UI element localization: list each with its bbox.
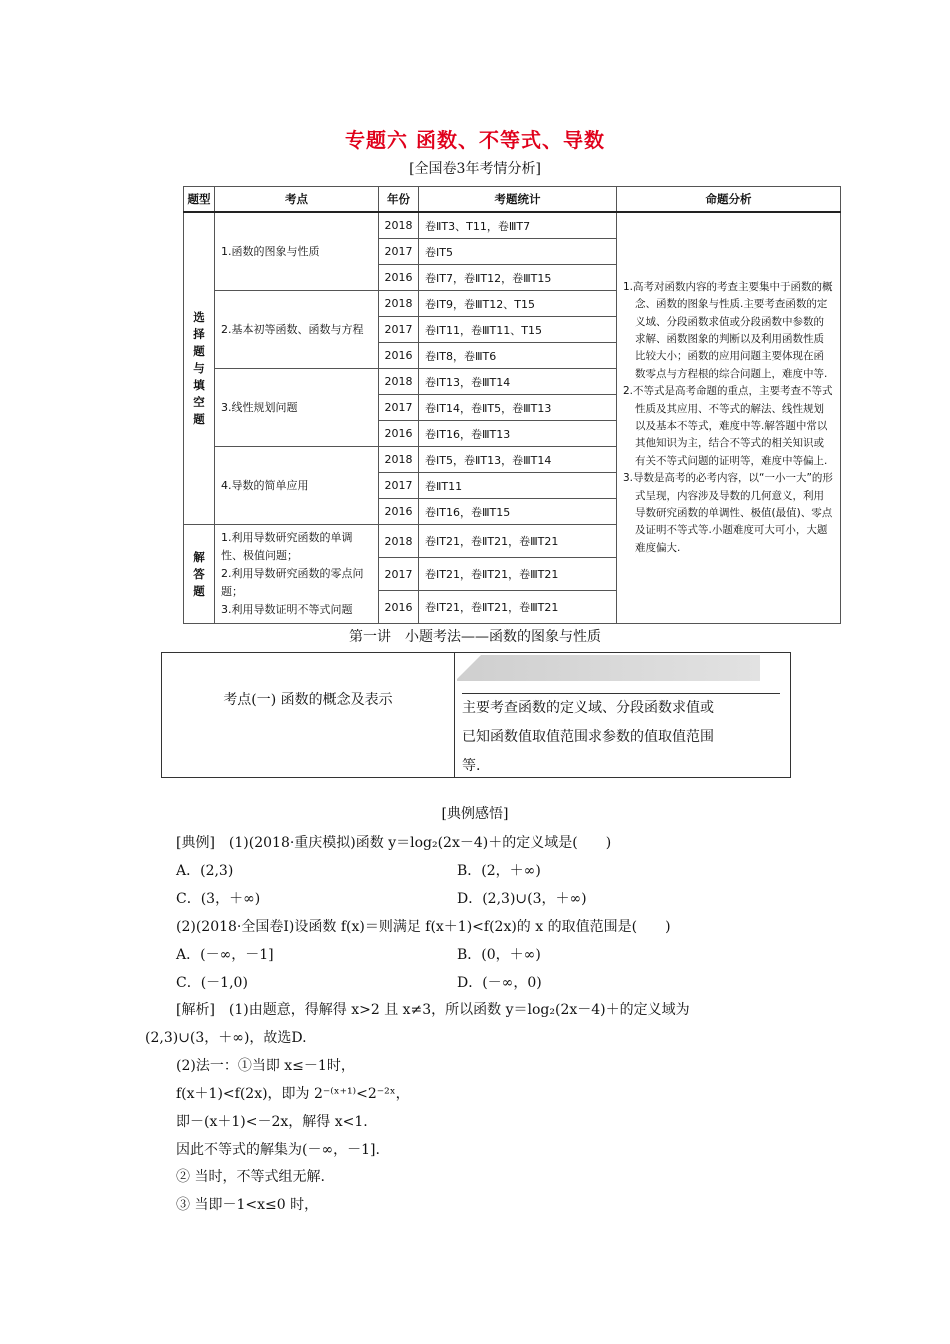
exam-analysis-table bbox=[183, 186, 841, 624]
stat-cell: 卷ⅡT3、T11，卷ⅢT7 bbox=[419, 212, 617, 239]
year-cell: 2017 bbox=[379, 239, 419, 265]
page-title: 专题六 函数、不等式、导数 bbox=[345, 128, 605, 152]
kp5-line-2: 2.利用导数研究函数的零点问题； bbox=[221, 567, 364, 598]
kp-linear-programming: 3.线性规划问题 bbox=[215, 369, 379, 447]
lecture-title: 第一讲 小题考法——函数的图象与性质 bbox=[349, 629, 601, 645]
year-cell: 2016 bbox=[379, 265, 419, 291]
stat-cell: 卷ⅠT9，卷ⅢT12、T15 bbox=[419, 291, 617, 317]
analysis-item-3: 3.导数是高考的必考内容，以“一小一大”的形式呈现，内容涉及导数的几何意义，利用导数研究函数的单调性、极值(最值)、零点及证明不等式等.小题难度可大可小，大题难度偏大. bbox=[623, 472, 833, 554]
year-cell: 2018 bbox=[379, 369, 419, 395]
example-1: [典例] (1)(2018·重庆模拟)函数 y＝log₂(2x－4)＋的定义域是( ) bbox=[176, 835, 612, 851]
year-cell: 2016 bbox=[379, 421, 419, 447]
kp-function-graph: 1.函数的图象与性质 bbox=[215, 212, 379, 291]
solution-line-4: f(x＋1)<f(2x)，即为 2⁻⁽ˣ⁺¹⁾<2⁻²ˣ， bbox=[176, 1086, 410, 1102]
kp-derivative: 4.导数的简单应用 bbox=[215, 447, 379, 525]
year-cell: 2016 bbox=[379, 343, 419, 369]
solution-line-3: (2)法一：①当即 x≤－1时， bbox=[176, 1058, 355, 1074]
year-cell: 2017 bbox=[379, 395, 419, 421]
kp-basic-functions: 2.基本初等函数、函数与方程 bbox=[215, 291, 379, 369]
stat-cell: 卷ⅠT21，卷ⅡT21，卷ⅢT21 bbox=[419, 525, 617, 558]
stat-cell: 卷ⅠT14，卷ⅡT5，卷ⅢT13 bbox=[419, 395, 617, 421]
stat-cell: 卷ⅠT21，卷ⅡT21，卷ⅢT21 bbox=[419, 558, 617, 591]
solution-line-7: ② 当时，不等式组无解. bbox=[176, 1169, 325, 1185]
option-d1: D．(2,3)∪(3，＋∞) bbox=[457, 891, 587, 907]
option-c1: C．(3，＋∞) bbox=[176, 891, 261, 907]
year-cell: 2018 bbox=[379, 447, 419, 473]
year-cell: 2017 bbox=[379, 317, 419, 343]
exam-point-box bbox=[161, 652, 791, 778]
stat-cell: 卷ⅠT5，卷ⅡT13，卷ⅢT14 bbox=[419, 447, 617, 473]
header-point: 考点 bbox=[215, 187, 379, 213]
stat-cell: 卷ⅠT21，卷ⅡT21，卷ⅢT21 bbox=[419, 591, 617, 624]
solution-line-6: 因此不等式的解集为(－∞，－1]. bbox=[176, 1142, 380, 1158]
option-a2: A．(－∞，－1] bbox=[176, 947, 274, 963]
section-choice-fill: 选择题与填空题 bbox=[184, 212, 215, 525]
stat-cell: 卷ⅠT5 bbox=[419, 239, 617, 265]
gray-header-band bbox=[457, 655, 760, 681]
stat-cell: 卷ⅠT16，卷ⅢT15 bbox=[419, 499, 617, 525]
description-text bbox=[462, 693, 780, 781]
option-b1: B．(2，＋∞) bbox=[457, 863, 541, 879]
stat-cell: 卷ⅠT7，卷ⅡT12，卷ⅢT15 bbox=[419, 265, 617, 291]
solution-line-2: (2,3)∪(3，＋∞)，故选D. bbox=[145, 1030, 307, 1046]
year-cell: 2018 bbox=[379, 525, 419, 558]
analysis-cell bbox=[617, 212, 841, 624]
year-cell: 2018 bbox=[379, 291, 419, 317]
stat-cell: 卷ⅠT16，卷ⅢT13 bbox=[419, 421, 617, 447]
band-notch bbox=[455, 655, 481, 681]
stat-cell: 卷ⅠT11，卷ⅢT11、T15 bbox=[419, 317, 617, 343]
exam-point-description bbox=[455, 653, 791, 778]
option-a1: A．(2,3) bbox=[176, 863, 234, 879]
section-solution: 解答题 bbox=[184, 525, 215, 624]
analysis-item-2: 2.不等式是高考命题的重点，主要考查不等式性质及其应用、不等式的解法、线性规划以及基本不等式，难度中等.解答题中常以其他知识为主，结合不等式的相关知识或有关不等式问题的证明等，难度中等偏上. bbox=[623, 385, 833, 467]
header-analysis: 命题分析 bbox=[617, 187, 841, 213]
stat-cell: 卷ⅠT13，卷ⅢT14 bbox=[419, 369, 617, 395]
stat-cell: 卷ⅡT11 bbox=[419, 473, 617, 499]
kp-derivative-application bbox=[215, 525, 379, 624]
description-line-3: 等. bbox=[462, 758, 481, 774]
description-line-2: 已知函数值取值范围求参数的值取值范围 bbox=[462, 729, 714, 745]
year-cell: 2016 bbox=[379, 499, 419, 525]
example-2: (2)(2018·全国卷Ⅰ)设函数 f(x)＝则满足 f(x＋1)<f(2x)的 x 的取值范围是( ) bbox=[176, 919, 671, 935]
option-b2: B．(0，＋∞) bbox=[457, 947, 541, 963]
option-c2: C．(－1,0) bbox=[176, 975, 248, 991]
solution-line-1: [解析] (1)由题意，得解得 x>2 且 x≠3，所以函数 y＝log₂(2x－4)＋的定义域为 bbox=[176, 1002, 690, 1018]
section-heading: [典例感悟] bbox=[441, 806, 509, 822]
page-subtitle: [全国卷3年考情分析] bbox=[409, 161, 541, 177]
solution-line-5: 即－(x＋1)<－2x，解得 x<1. bbox=[176, 1114, 368, 1130]
year-cell: 2017 bbox=[379, 473, 419, 499]
description-line-1: 主要考查函数的定义域、分段函数求值或 bbox=[462, 700, 714, 716]
option-d2: D．(－∞，0) bbox=[457, 975, 542, 991]
kp5-line-1: 1.利用导数研究函数的单调性、极值问题； bbox=[221, 531, 353, 562]
header-type: 题型 bbox=[184, 187, 215, 213]
stat-cell: 卷ⅠT8，卷ⅢT6 bbox=[419, 343, 617, 369]
year-cell: 2017 bbox=[379, 558, 419, 591]
analysis-item-1: 1.高考对函数内容的考查主要集中于函数的概念、函数的图象与性质.主要考查函数的定义域、分段函数求值或分段函数中参数的求解、函数图象的判断以及利用函数性质比较大小；函数的应用问题主要体现在函数零点与方程根的综合问题上，难度中等. bbox=[623, 280, 833, 380]
header-stats: 考题统计 bbox=[419, 187, 617, 213]
exam-point-label: 考点(一) 函数的概念及表示 bbox=[162, 653, 455, 778]
header-year: 年份 bbox=[379, 187, 419, 213]
year-cell: 2018 bbox=[379, 212, 419, 239]
kp5-line-3: 3.利用导数证明不等式问题 bbox=[221, 603, 353, 616]
solution-line-8: ③ 当即－1<x≤0 时， bbox=[176, 1197, 319, 1213]
year-cell: 2016 bbox=[379, 591, 419, 624]
